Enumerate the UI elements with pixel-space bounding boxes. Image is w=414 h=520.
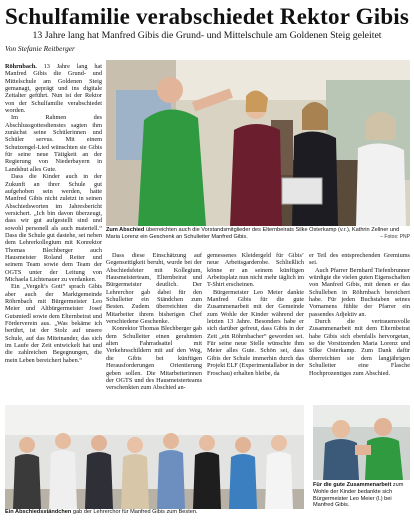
subheadline: 13 Jahre lang hat Manfred Gibis die Grund- und Mittelschule am Goldenen Steig geleitet — [32, 30, 382, 41]
photo-illustration — [106, 60, 410, 226]
article-column-2 — [106, 252, 202, 402]
article-column-3 — [207, 252, 304, 402]
paragraph: Dass die Kinder auch in der Zukunft an ihrer Schule gut aufgehoben sein werden, hatte Manfred Gibis nicht zuletzt in seinen Abschiedsworten im Jahresbericht versichert. „Ich bin davon überzeugt, dass wir gut aufgestellt sind und sowohl personell als auch materiell.“ Dass die Schule gut dastehe, sei neben dem Lehrerkollegium mit Konrektor Thomas Blechberger auch Hausmeister Roland Reiter und seinem Team sowie dem Team der OGTS unter der Leitung von Michaela Lichtenauer zu verdanken. — [5, 173, 102, 283]
main-photo-caption: Zum Abschied überreichten auch die Vorstandsmitglieder des Elternbeirats Silke Osterkamp (v.r.), Kathrin Zellner und Maria Lorenz ein Geschenk an Schulleiter Manfred Gibis. – Fotos: PNP — [106, 227, 410, 240]
paragraph: gemessenes Kleidergeld für Gibis’ neue Arbeitsgarderobe. Schließlich könne er an seinem künftigen Arbeitsplatz nun nicht mehr täglich im T-Shirt erscheinen. — [207, 252, 304, 289]
side-photo — [313, 405, 410, 480]
photo-credit: – Fotos: PNP — [380, 233, 410, 240]
side-photo-caption: Für die gute Zusammenarbeit zum Wohle der Kinder bedankte sich Bürgermeister Leo Meier (l.) bei Manfred Gibis. — [313, 482, 404, 509]
dateline: Röhrnbach. — [5, 63, 37, 70]
paragraph: Konrektor Thomas Blechberger gab dem Schulleiter einen gerahmten alten Fahrradsattel mit Verkehrsschildern mit auf den Weg, die Gibis bei künftigen Herausforderungen Orientierung geben sollen. Die Mitarbeiterinnen der OGTS und des Hausmeisterteams verschenkten zum Abschied an- — [106, 325, 202, 392]
author-byline: Von Stefanie Reitberger — [5, 44, 75, 53]
bottom-photo — [5, 405, 304, 509]
paragraph: Bürgermeister Leo Meier dankte Manfred Gibis für die gute Zusammenarbeit mit der Gemeinde zum Wohle der Kinder während der letzten 13 Jahre. Besonders habe er sich darüber gefreut, dass Gibis in der Zeit „ein Röhrnbacher“ geworden sei. Für seine neue Stelle wünschte ihm Meier alles Gute. Schön sei, dass Gibis der Schule immerhin durch das Projekt ELF (Experimentallabor in der Froschau) erhalten bleibe, da — [207, 288, 304, 377]
paragraph: Röhrnbach. 13 Jahre lang hat Manfred Gibis die Grund- und Mittelschule am Goldenen Steig gemanagt, geprägt und ins digitale Zeitalter geführt. Nun ist der Rektor von der Schulfamilie verabschiedet worden. — [5, 63, 102, 115]
article-column-1 — [5, 63, 102, 405]
headline: Schulfamilie verabschiedet Rektor Gibis — [4, 4, 410, 29]
paragraph: Durch die vertrauensvolle Zusammenarbeit mit dem Elternbeirat habe Gibis sich ebenfalls hervorgetan, so die Vorsitzenden Maria Lorenz und Silke Osterkamp. Zum Dank dafür überreichten sie dem langjährigen Schulleiter eine Flasche Hochprozentiges zum Abschied. — [309, 318, 410, 377]
caption-lead: Ein Abschiedsständchen — [5, 509, 72, 515]
caption-lead: Zum Abschied — [106, 227, 145, 233]
paragraph: er Teil des entsprechenden Gremiums sei. — [309, 252, 410, 267]
caption-lead: Für die gute Zusammenarbeit — [313, 482, 392, 488]
article-column-4 — [309, 252, 410, 402]
paragraph: Auch Pfarrer Bernhard Tiefenbrunner würdigte die vielen guten Eigenschaften von Manfred Gibis, mit denen er das Schulleben in Röhrnbach bereichert habe. Für jeden Buchstaben seines Vornamens fühlte der Pfarrer ein passendes Adjektiv an. — [309, 266, 410, 318]
paragraph: Dass diese Einschätzung auf Gegenseitigkeit beruht, wurde bei der Abschiedsfeier mit Kollegium, Hausmeisterteam, Elternbeirat und Bürgermeister deutlich. Der Lehrerchor gab dabei für den Schulleiter ein Ständchen zum Besten. Zudem überreichten die Mitarbeiter ihrem bisherigen Chef verschiedene Geschenke. — [106, 252, 202, 326]
main-photo — [106, 60, 410, 226]
paragraph: Im Rahmen des Abschlussgottesdienstes sagten ihm zunächst seine Schülerinnen und Schüler servus. Mit einem Schutzengel-Lied wünschten sie Gibis für seine neue Tätigkeit an der Regierung von Niederbayern in Landshut alles Gute. — [5, 114, 102, 173]
photo-illustration — [5, 405, 304, 509]
bottom-photo-caption: Ein Abschiedsständchen gab der Lehrerchor für Manfred Gibis zum Besten. — [5, 509, 198, 515]
paragraph: Ein „Vergelt’s Gott“ sprach Gibis aber auch der Marktgemeinde Röhrnbach mit Bürgermeister Leo Meier und Altbürgermeister Josef Gutsmiedl sowie dem Elternbeirat und Förderverein aus. „Was bekäme ich berührt, ist der Stolz auf unsere Schule, auf das Miteinander, das sich im Laufe der Zeit entwickelt hat und die zahlreichen Begegnungen, die mein Leben bereichert haben.“ — [5, 283, 102, 364]
photo-illustration — [313, 405, 410, 480]
